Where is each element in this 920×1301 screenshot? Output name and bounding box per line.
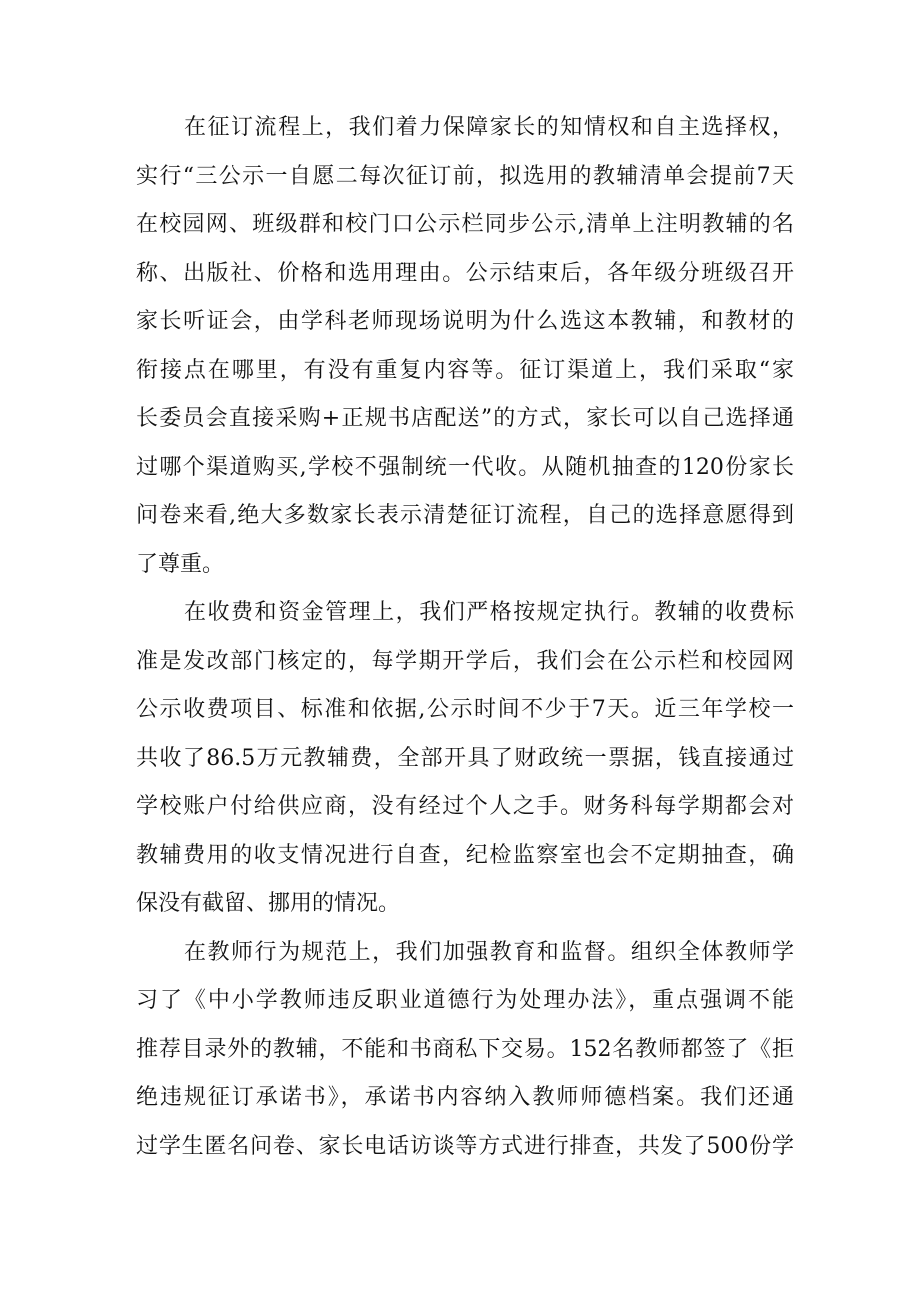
paragraph-fee-management [136,589,794,929]
text-line: 准是发改部门核定的，每学期开学后，我们会在公示栏和校园网 [136,648,794,674]
text-line: 推荐目录外的教辅，不能和书商私下交易。152名教师都签了《拒 [136,1036,794,1062]
paragraph-subscription-process [136,104,794,589]
paragraph-teacher-conduct [136,929,794,1172]
text-line: 长委员会直接采购+正规书店配送”的方式，家长可以自己选择通 [136,406,794,431]
text-line: 实行“三公示一自愿二每次征订前，拟选用的教辅清单会提前7天 [136,163,794,189]
text-line: 在收费和资金管理上，我们严格按规定执行。教辅的收费标 [184,600,794,625]
text-line: 保没有截留、挪用的情况。 [136,891,401,916]
text-line: 称、出版社、价格和选用理由。公示结束后，各年级分班级召开 [136,260,794,286]
text-line: 习了《中小学教师违反职业道德行为处理办法》，重点强调不能 [136,988,794,1013]
text-line: 衔接点在哪里，有没有重复内容等。征订渠道上，我们采取“家 [136,357,794,383]
text-line: 公示收费项目、标准和依据,公示时间不少于7天。近三年学校一 [136,697,794,722]
text-line: 在征订流程上，我们着力保障家长的知情权和自主选择权， [184,115,794,140]
text-line: 绝违规征订承诺书》，承诺书内容纳入教师师德档案。我们还通 [136,1085,794,1110]
text-line: 问卷来看,绝大多数家长表示清楚征订流程，自己的选择意愿得到 [136,503,794,528]
text-line: 在教师行为规范上，我们加强教育和监督。组织全体教师学 [184,939,794,965]
text-line: 共收了86.5万元教辅费，全部开具了财政统一票据，钱直接通过 [136,745,794,771]
text-line: 家长听证会，由学科老师现场说明为什么选这本教辅，和教材的 [136,309,794,334]
text-line: 在校园网、班级群和校门口公示栏同步公示,清单上注明教辅的名 [136,212,794,237]
text-line: 了尊重。 [136,551,225,577]
text-line: 过学生匿名问卷、家长电话访谈等方式进行排查，共发了500份学 [136,1133,794,1159]
text-line: 学校账户付给供应商，没有经过个人之手。财务科每学期都会对 [136,794,794,819]
text-line: 教辅费用的收支情况进行自查，纪检监察室也会不定期抽查，确 [136,842,794,868]
text-line: 过哪个渠道购买,学校不强制统一代收。从随机抽查的120份家长 [136,454,794,480]
